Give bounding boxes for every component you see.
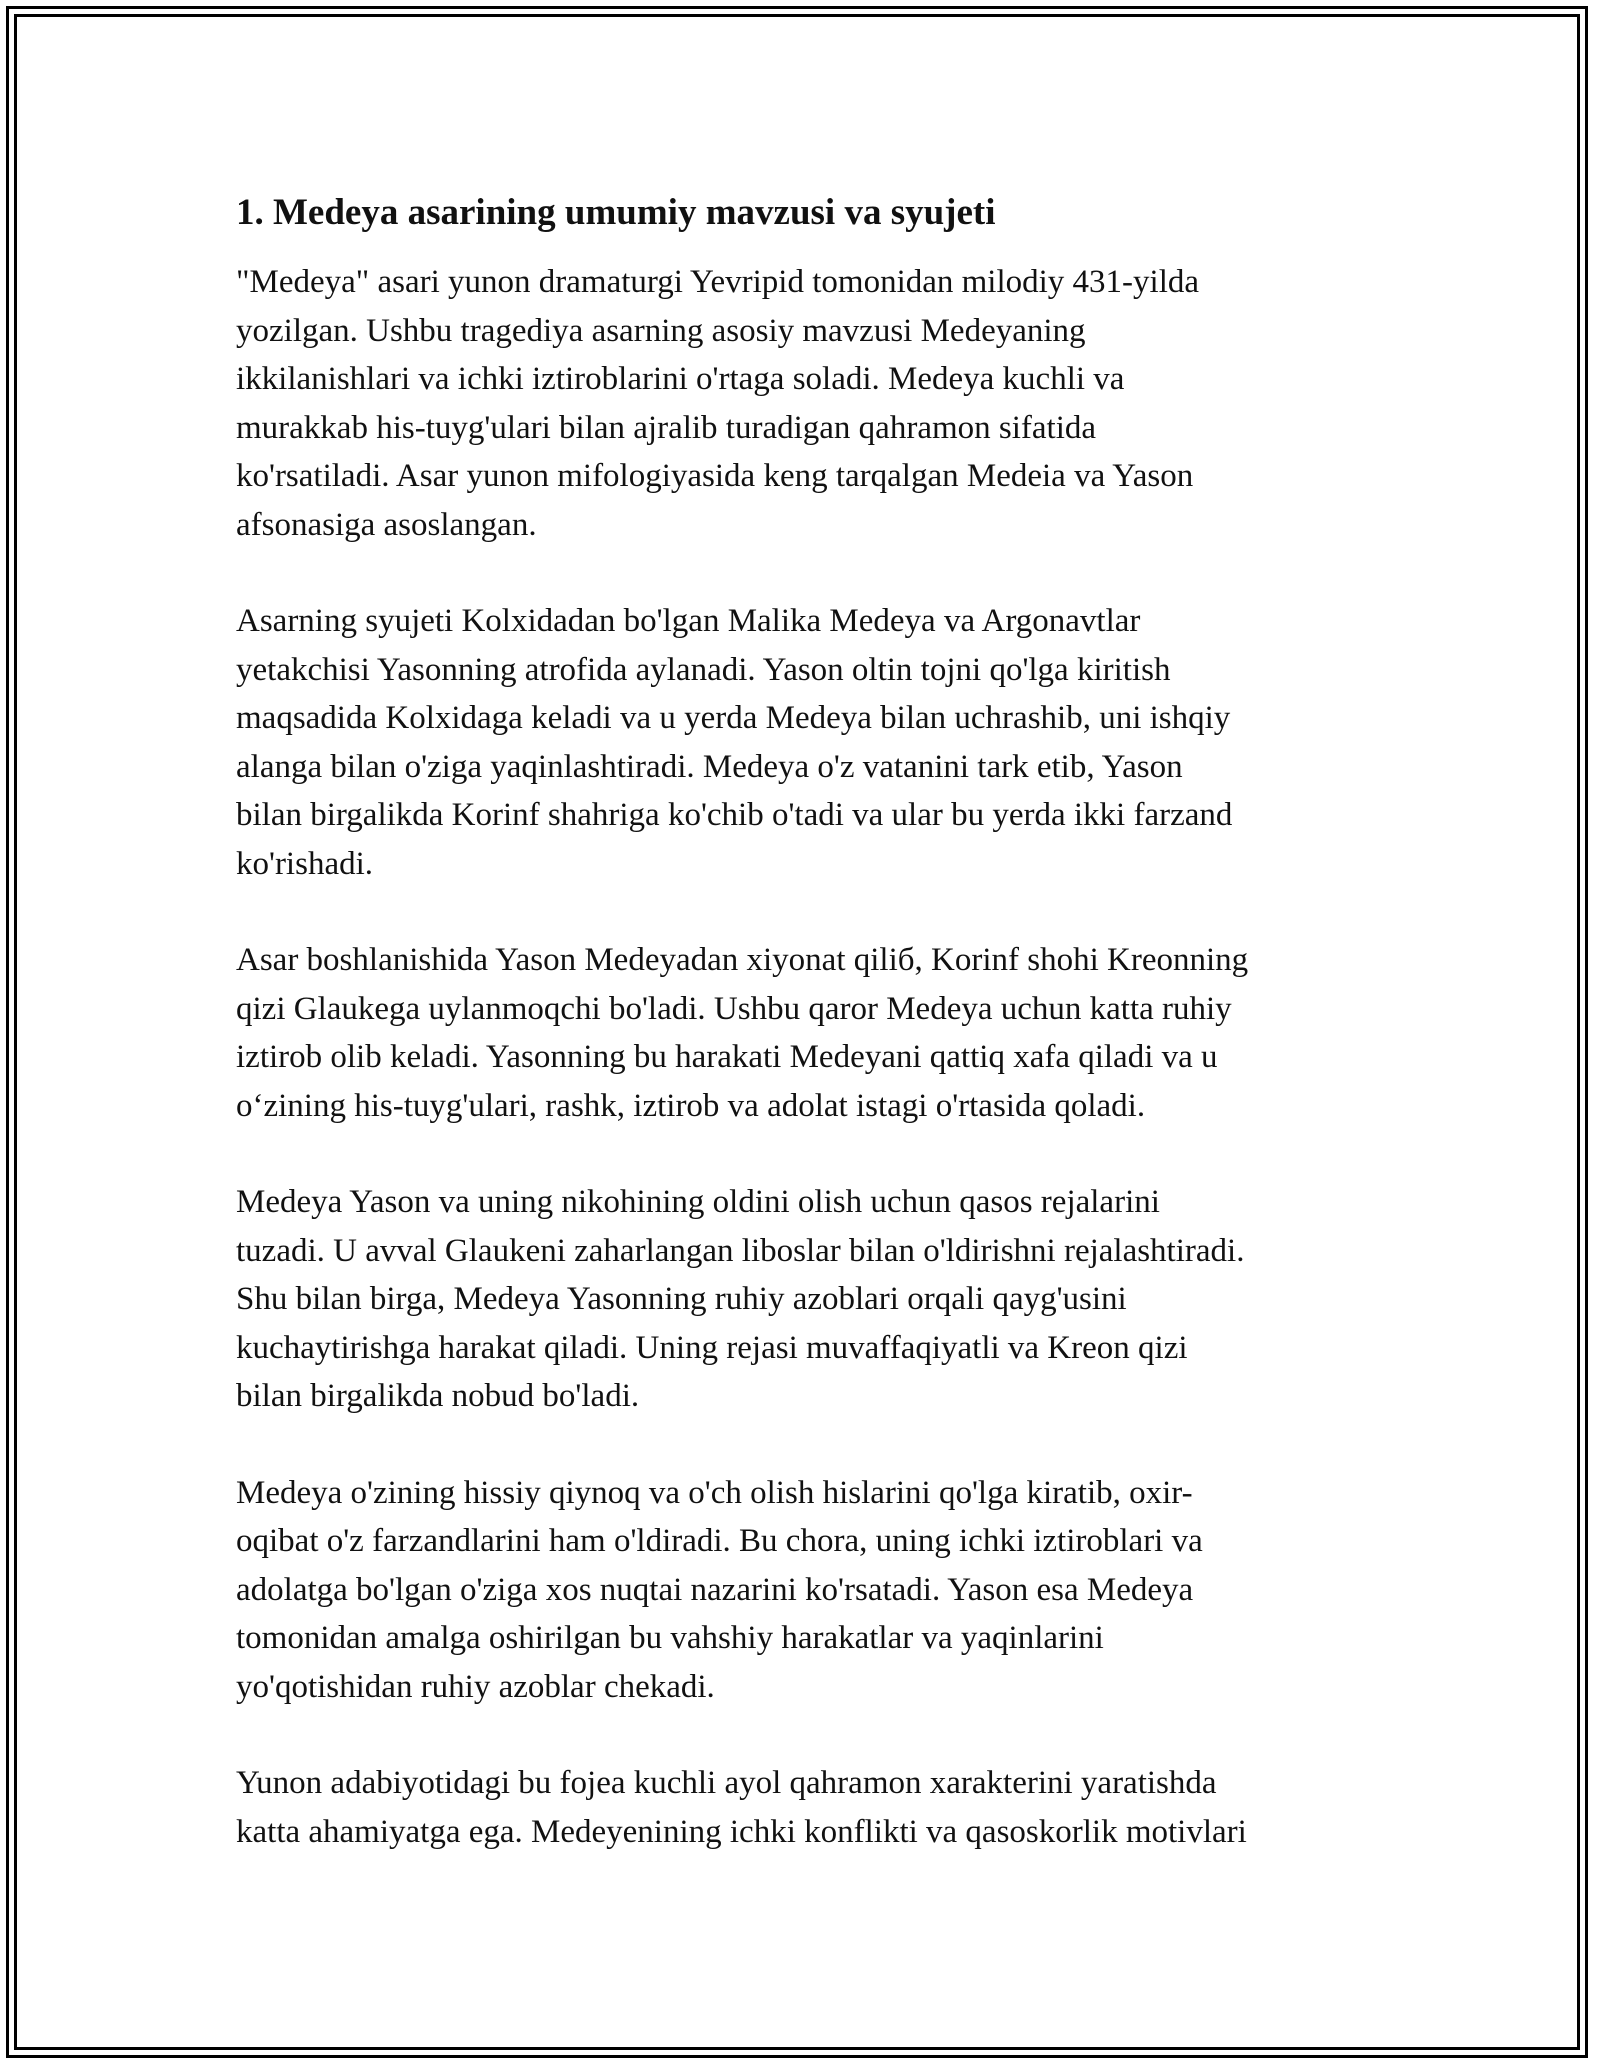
section-heading: 1. Medeya asarining umumiy mavzusi va syujeti xyxy=(236,192,996,233)
document-body xyxy=(236,188,1386,1856)
paragraph-revenge-plan: Medeya Yason va uning nikohining oldini olish uchun qasos rejalarini tuzadi. U avval Glaukeni zaharlangan liboslar bilan o'ldirishni rejalashtiradi. Shu bilan birga, Medeya Yasonning ruhiy azoblari orqali qayg'usini kuchaytirishga harakat qiladi. Uning rejasi muvaffaqiyatli va Kreon qizi bilan birgalikda nobud bo'ladi. xyxy=(236,1184,1245,1414)
paragraph-climax: Medeya o'zining hissiy qiynoq va o'ch olish hislarini qo'lga kiratib, oxir- oqibat o'z farzandlarini ham o'ldiradi. Bu chora, uning ichki iztiroblari va adolatga bo'lgan o'ziga xos nuqtai nazarini ko'rsatadi. Yason esa Medeya tomonidan amalga oshirilgan bu vahshiy harakatlar va yaqinlarini yo'qotishidan ruhiy azoblar chekadi. xyxy=(236,1474,1203,1705)
paragraph-plot: Asarning syujeti Kolxidadan bo'lgan Malika Medeya va Argonavtlar yetakchisi Yasonning atrofida aylanadi. Yason oltin tojni qo'lga kiritish maqsadida Kolxidaga keladi va u yerda Medeya bilan uchrashib, uni ishqiy alanga bilan o'ziga yaqinlashtiradi. Medeya o'z vatanini tark etib, Yason bilan birgalikda Korinf shahriga ko'chib o'tadi va ular bu yerda ikki farzand ko'rishadi. xyxy=(236,603,1233,882)
paragraph-significance: Yunon adabiyotidagi bu fojea kuchli ayol qahramon xarakterini yaratishda katta ahamiyatga ega. Medeyenining ichki konflikti va qasoskorlik motivlari xyxy=(236,1765,1247,1850)
paragraph-betrayal: Asar boshlanishida Yason Medeyadan xiyonat qiliб, Korinf shohi Kreonning qizi Glaukega uylanmoqchi bo'ladi. Ushbu qaror Medeya uchun katta ruhiy iztirob olib keladi. Yasonning bu harakati Medeyani qattiq xafa qiladi va u o‘zining his-tuyg'ulari, rashk, iztirob va adolat istagi o'rtasida qoladi. xyxy=(236,942,1249,1124)
paragraph-intro: "Medeya" asari yunon dramaturgi Yevripid tomonidan milodiy 431-yilda yozilgan. Ushbu tragediya asarning asosiy mavzusi Medeyaning ikkilanishlari va ichki iztiroblarini o'rtaga soladi. Medeya kuchli va murakkab his-tuyg'ulari bilan ajralib turadigan qahramon sifatida ko'rsatiladi. Asar yunon mifologiyasida keng tarqalgan Medeia va Yason afsonasiga asoslangan. xyxy=(236,264,1200,543)
